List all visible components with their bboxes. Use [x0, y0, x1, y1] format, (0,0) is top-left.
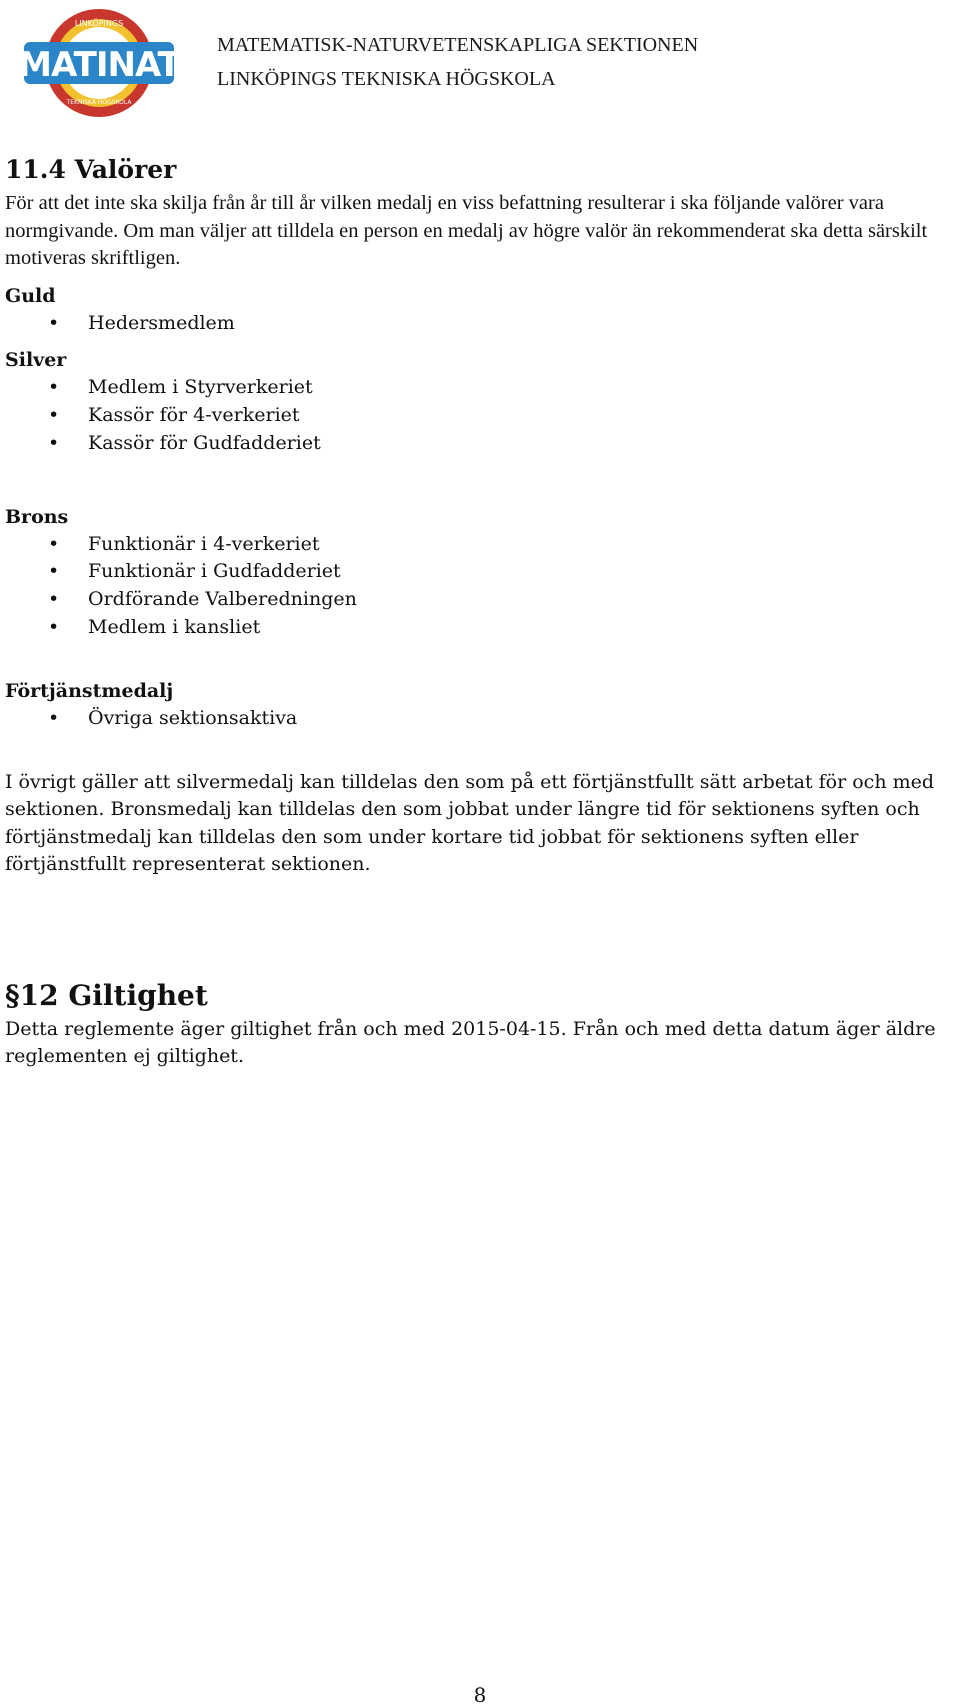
- section-intro: För att det inte ska skilja från år till år vilken medalj en viss befattning resulterar i ska följande valörer vara normgivande. Om man väljer att tilldela en person en medalj av högre valör än rekommenderat ska detta särskilt motiveras skriftligen.: [5, 192, 928, 269]
- list-item: • Ordförande Valberedningen: [5, 586, 955, 614]
- category-title: Brons: [5, 505, 69, 528]
- category-title: Förtjänstmedalj: [5, 679, 174, 702]
- list-item: • Övriga sektionsaktiva: [5, 705, 955, 733]
- svg-text:TEKNISKA HÖGSKOLA: TEKNISKA HÖGSKOLA: [66, 99, 132, 106]
- svg-text:LINKÖPINGS: LINKÖPINGS: [74, 19, 124, 28]
- list-item: • Kassör för Gudfadderiet: [5, 430, 955, 458]
- matinat-logo: [24, 4, 174, 122]
- svg-text:MATINAT: MATINAT: [24, 45, 174, 85]
- category-brons: [5, 504, 955, 642]
- category-list: [5, 374, 955, 457]
- category-silver: [5, 347, 955, 457]
- section-12-text: Detta reglemente äger giltighet från och med 2015-04-15. Från och med detta datum äger äldre reglementen ej giltighet.: [5, 1017, 936, 1068]
- category-fortjanstmedalj: [5, 678, 955, 733]
- category-list: [5, 531, 955, 642]
- document-header: [217, 28, 698, 96]
- section-12-title: §12 Giltighet: [5, 978, 208, 1012]
- category-title: Guld: [5, 284, 56, 307]
- list-item: • Funktionär i Gudfadderiet: [5, 558, 955, 586]
- list-item: • Medlem i kansliet: [5, 614, 955, 642]
- list-item: • Kassör för 4-verkeriet: [5, 402, 955, 430]
- category-list: [5, 705, 955, 733]
- header-line-1: MATEMATISK-NATURVETENSKAPLIGA SEKTIONEN: [217, 34, 699, 56]
- category-guld: [5, 283, 955, 338]
- closing-paragraph: I övrigt gäller att silvermedalj kan tilldelas den som på ett förtjänstfullt sätt arbetat för och med sektionen. Bronsmedalj kan tilldelas den som jobbat under längre tid för sektionens syften och förtjänstmedalj kan tilldelas den som under kortare tid jobbat för sektionens syften eller förtjänstfullt representerat sektionen.: [5, 770, 935, 876]
- section-title: 11.4 Valörer: [5, 155, 177, 184]
- category-list: [5, 310, 955, 338]
- list-item: • Medlem i Styrverkeriet: [5, 374, 955, 402]
- page-number: 8: [473, 1683, 487, 1707]
- category-title: Silver: [5, 349, 67, 372]
- list-item: • Funktionär i 4-verkeriet: [5, 531, 955, 559]
- document-body: [5, 150, 955, 1071]
- list-item: • Hedersmedlem: [5, 310, 955, 338]
- header-line-2: LINKÖPINGS TEKNISKA HÖGSKOLA: [217, 68, 556, 90]
